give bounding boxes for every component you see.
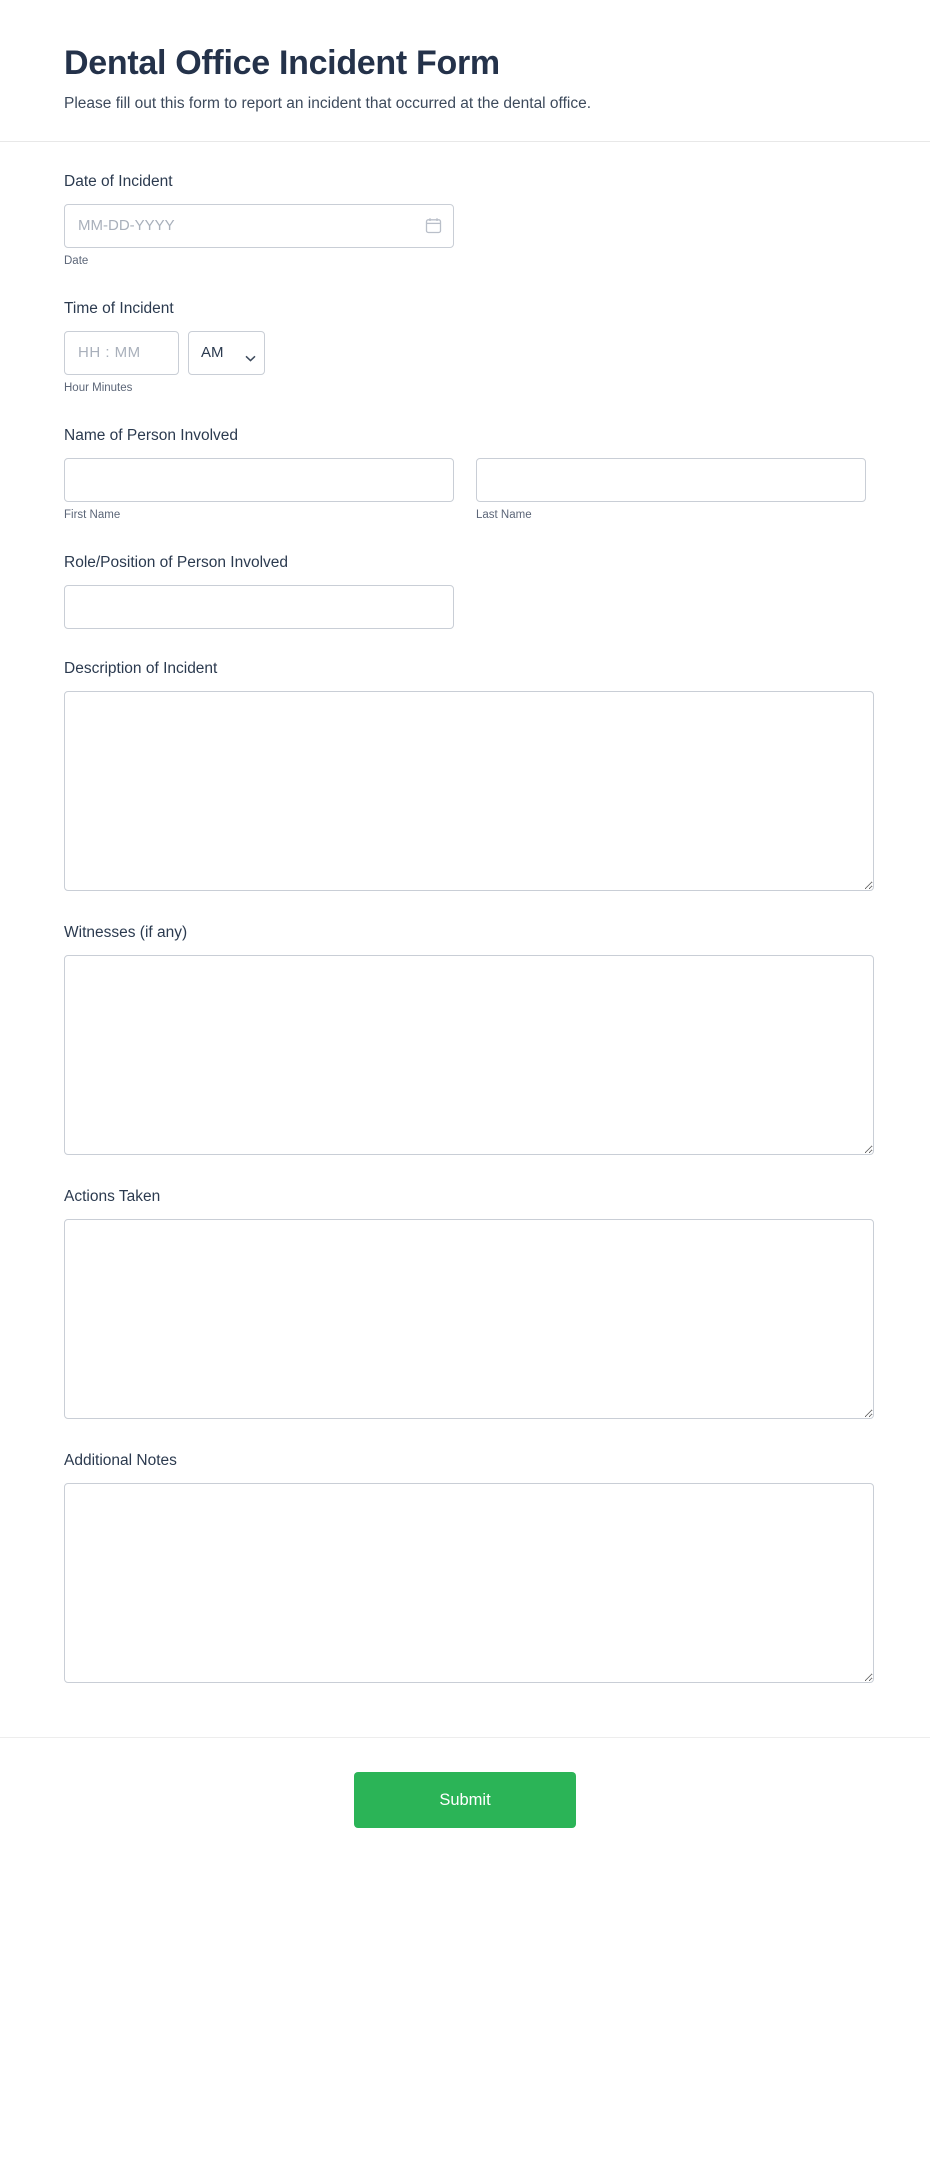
field-description (64, 659, 866, 891)
label-additional-notes: Additional Notes (64, 1452, 177, 1470)
label-time-of-incident: Time of Incident (64, 299, 174, 317)
time-input[interactable] (64, 331, 179, 375)
description-textarea[interactable] (64, 691, 874, 891)
label-role-position: Role/Position of Person Involved (64, 553, 289, 571)
field-witnesses (64, 923, 866, 1155)
date-input-wrapper (64, 204, 454, 248)
first-name-input[interactable] (64, 458, 454, 502)
form-footer (0, 1737, 930, 1868)
date-input[interactable] (64, 204, 454, 248)
sublabel-time: Hour Minutes (64, 381, 133, 394)
role-position-input[interactable] (64, 585, 454, 629)
label-name-of-person: Name of Person Involved (64, 426, 239, 444)
field-actions-taken (64, 1187, 866, 1419)
sublabel-first-name: First Name (64, 508, 121, 521)
field-role-position (64, 553, 866, 629)
ampm-select[interactable] (188, 331, 265, 375)
label-actions-taken: Actions Taken (64, 1188, 161, 1206)
field-date-of-incident (64, 172, 866, 269)
witnesses-textarea[interactable] (64, 955, 874, 1155)
form-subtitle: Please fill out this form to report an incident that occurred at the dental office. (64, 95, 592, 113)
form-header (0, 0, 930, 142)
label-witnesses: Witnesses (if any) (64, 923, 188, 941)
first-name-col (64, 458, 454, 523)
field-additional-notes (64, 1451, 866, 1683)
name-input-row (64, 458, 866, 523)
field-time-of-incident (64, 299, 866, 396)
ampm-select-wrapper (188, 331, 265, 375)
submit-button[interactable]: Submit (354, 1772, 576, 1828)
label-date-of-incident: Date of Incident (64, 172, 173, 190)
page-title: Dental Office Incident Form (64, 44, 500, 82)
field-name-of-person (64, 426, 866, 523)
label-description: Description of Incident (64, 659, 218, 677)
sublabel-date: Date (64, 254, 89, 267)
form-body (0, 142, 930, 1738)
last-name-input[interactable] (476, 458, 866, 502)
additional-notes-textarea[interactable] (64, 1483, 874, 1683)
time-input-row (64, 331, 866, 375)
last-name-col (476, 458, 866, 523)
actions-taken-textarea[interactable] (64, 1219, 874, 1419)
sublabel-last-name: Last Name (476, 508, 532, 521)
